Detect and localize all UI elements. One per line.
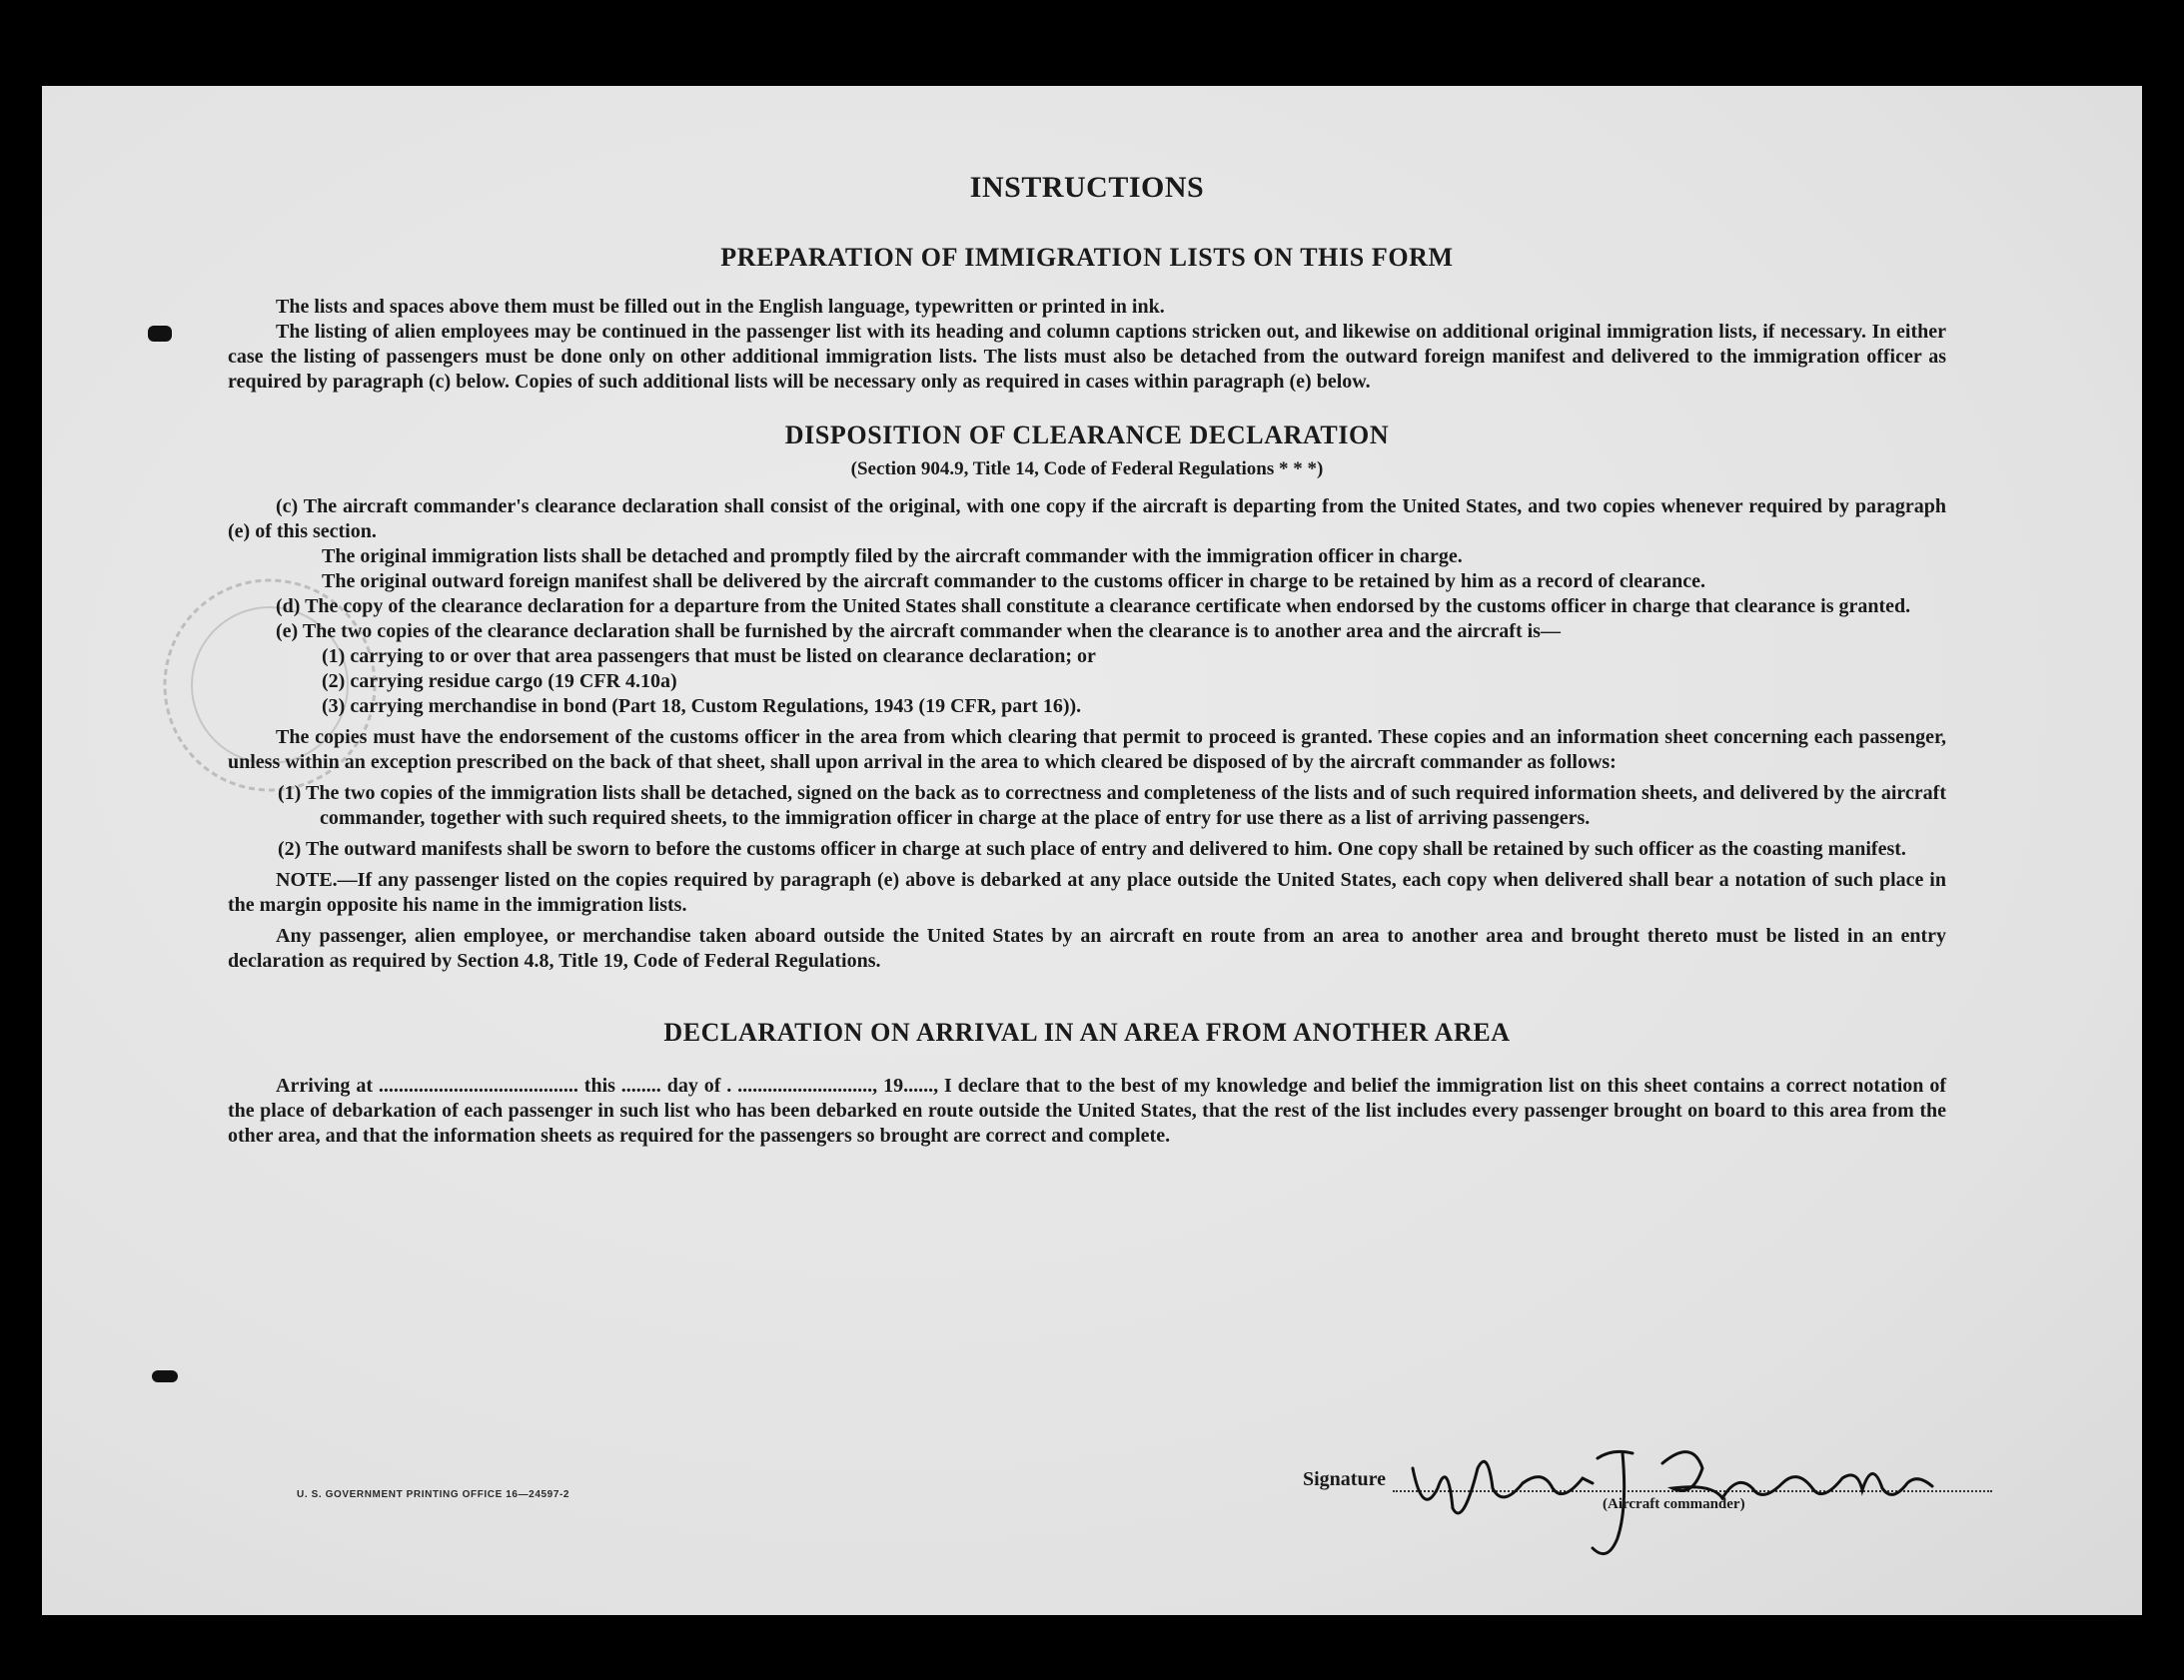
signature-caption: (Aircraft commander) <box>1603 1496 1745 1512</box>
prep-para-2: The listing of alien employees may be continued in the passenger list with its heading and column captions stricken out, and likewise on additional original immigration lists, if necessary. In either case the listing of passengers must be done only on other additional immigration lists. The lists must also be detached from the outward foreign manifest and delivered to the immigration officer as required by paragraph (c) below. Copies of such additional lists will be necessary only as required in cases within paragraph (e) below. <box>228 321 1946 393</box>
printer-imprint: U. S. GOVERNMENT PRINTING OFFICE 16—24597-2 <box>297 1489 570 1500</box>
para-any-passenger: Any passenger, alien employee, or merchandise taken aboard outside the United States by an aircraft en route from an area to another area and brought thereto must be listed in an entry declaration as required by Section 4.8, Title 19, Code of Federal Regulations. <box>228 925 1946 972</box>
e-item-1: (1) carrying to or over that area passengers that must be listed on clearance declaration; or <box>322 645 1096 667</box>
arrival-declaration-text: Arriving at ........................................ this ........ day of . ..........................., 19......, I declare that to the best of my knowledge and belief the immigration list on this sheet contains a correct notation of the place of debarkation of each passenger in such list who has been debarked en route outside the United States, that the rest of the list includes every passenger brought on board to this area from the other area, and that the information sheets as required for the passengers so brought are correct and complete. <box>228 1075 1946 1147</box>
numbered-item-1: (1) The two copies of the immigration lists shall be detached, signed on the back as to correctness and completeness of the lists and of such required information sheets, and delivered by the aircraft commander, together with such required sheets, to the immigration officer in charge at the place of entry for use there as a list of arriving passengers. <box>278 782 1946 829</box>
numbered-item-2: (2) The outward manifests shall be sworn to before the customs officer in charge at such place of entry and delivered to him. One copy shall be retained by such officer as the coasting manifest. <box>278 838 1906 860</box>
para-d: (d) The copy of the clearance declaration for a departure from the United States shall constitute a clearance certificate when endorsed by the customs officer in charge that clearance is granted. <box>276 595 1911 617</box>
prep-section-heading: PREPARATION OF IMMIGRATION LISTS ON THIS FORM <box>720 243 1454 272</box>
arrival-heading: DECLARATION ON ARRIVAL IN AN AREA FROM ANOTHER AREA <box>663 1018 1511 1047</box>
prep-para-1: The lists and spaces above them must be filled out in the English language, typewritten or printed in ink. <box>276 296 1165 318</box>
para-copies: The copies must have the endorsement of the customs officer in the area from which clearing that permit to proceed is granted. These copies and an information sheet concerning each passenger, unless within an exception prescribed on the back of that sheet, shall upon arrival in the area to which cleared be disposed of by the aircraft commander as follows: <box>228 726 1946 773</box>
para-c-3: The original outward foreign manifest shall be delivered by the aircraft commander to the customs officer in charge to be retained by him as a record of clearance. <box>322 570 1705 592</box>
para-c-2: The original immigration lists shall be detached and promptly filed by the aircraft commander with the immigration officer in charge. <box>322 545 1463 567</box>
document-page <box>42 86 2142 1615</box>
punch-hole-top <box>148 326 172 342</box>
arrival-section <box>228 1018 1946 1149</box>
punch-hole-bottom <box>152 1370 178 1382</box>
e-item-2: (2) carrying residue cargo (19 CFR 4.10a) <box>322 670 677 692</box>
disposition-heading: DISPOSITION OF CLEARANCE DECLARATION <box>784 420 1390 449</box>
note-paragraph: NOTE.—If any passenger listed on the copies required by paragraph (e) above is debarked at any place outside the United States, each copy when delivered shall bear a notation of such place in the margin opposite his name in the immigration lists. <box>228 869 1946 916</box>
signature-block <box>1303 1452 1992 1542</box>
document-body <box>228 171 1946 1149</box>
e-item-3: (3) carrying merchandise in bond (Part 18, Custom Regulations, 1943 (19 CFR, part 16)). <box>322 695 1082 717</box>
page-title: INSTRUCTIONS <box>969 171 1205 204</box>
disposition-subheading: (Section 904.9, Title 14, Code of Federal Regulations * * *) <box>850 458 1324 479</box>
para-c: (c) The aircraft commander's clearance declaration shall consist of the original, with one copy if the aircraft is departing from the United States, and two copies whenever required by paragraph (e) of this section. <box>228 495 1946 542</box>
signature-label: Signature <box>1303 1468 1386 1490</box>
para-e: (e) The two copies of the clearance declaration shall be furnished by the aircraft commander when the clearance is to another area and the aircraft is— <box>276 620 1561 642</box>
